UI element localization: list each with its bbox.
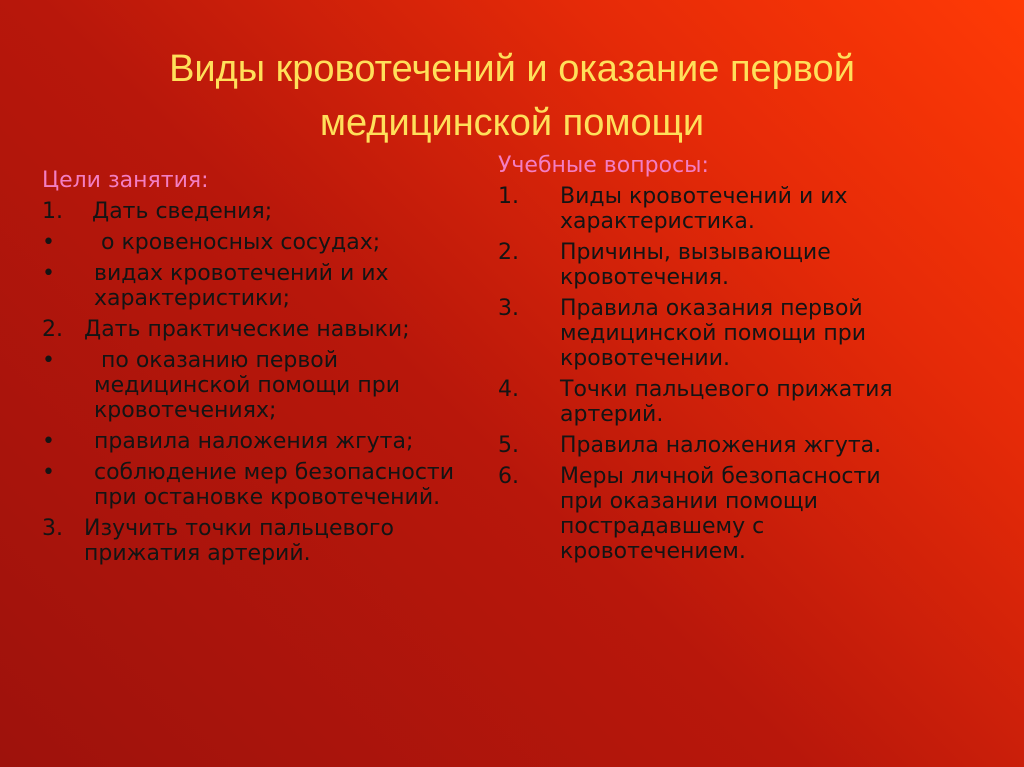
goal-item bbox=[42, 317, 482, 342]
question-item bbox=[498, 184, 918, 234]
bullet-marker: • bbox=[42, 460, 55, 485]
goal-text: по оказанию первой медицинской помощи при кровотечениях; bbox=[94, 348, 407, 423]
goal-item bbox=[42, 348, 482, 423]
list-marker: 1. bbox=[498, 184, 519, 209]
list-marker: 2. bbox=[42, 317, 63, 342]
goal-text: правила наложения жгута; bbox=[94, 429, 414, 454]
list-marker: 5. bbox=[498, 433, 519, 458]
goal-text: о кровеносных сосудах; bbox=[94, 230, 381, 255]
goal-item bbox=[42, 230, 482, 255]
list-marker: 4. bbox=[498, 377, 519, 402]
goal-text: соблюдение мер безопасности при остановке кровотечений. bbox=[94, 460, 455, 510]
goals-heading: Цели занятия: bbox=[42, 168, 209, 193]
goal-item bbox=[42, 429, 482, 454]
question-text: Виды кровотечений и их характеристика. bbox=[560, 184, 848, 234]
question-item bbox=[498, 433, 918, 458]
list-marker: 2. bbox=[498, 240, 519, 265]
bullet-marker: • bbox=[42, 261, 55, 286]
question-item bbox=[498, 377, 918, 427]
questions-column bbox=[498, 153, 918, 570]
goal-item bbox=[42, 460, 482, 510]
goals-column bbox=[42, 168, 482, 572]
goal-item bbox=[42, 199, 482, 224]
question-item bbox=[498, 240, 918, 290]
question-text: Причины, вызывающие кровотечения. bbox=[560, 240, 831, 290]
question-text: Точки пальцевого прижатия артерий. bbox=[560, 377, 893, 427]
list-marker: 6. bbox=[498, 464, 519, 489]
goal-item bbox=[42, 516, 482, 566]
goal-text: Дать практические навыки; bbox=[84, 317, 410, 342]
bullet-marker: • bbox=[42, 348, 55, 373]
goal-item bbox=[42, 261, 482, 311]
question-text: Правила оказания первой медицинской помощи при кровотечении. bbox=[560, 296, 866, 371]
questions-heading: Учебные вопросы: bbox=[498, 153, 709, 178]
goal-text: Изучить точки пальцевого прижатия артерий. bbox=[84, 516, 394, 566]
goal-text: видах кровотечений и их характеристики; bbox=[94, 261, 389, 311]
list-marker: 3. bbox=[498, 296, 519, 321]
list-marker: 3. bbox=[42, 516, 63, 541]
question-item bbox=[498, 296, 918, 371]
list-marker: 1. bbox=[42, 199, 63, 224]
question-item bbox=[498, 464, 918, 564]
goal-text: Дать сведения; bbox=[92, 199, 273, 224]
bullet-marker: • bbox=[42, 429, 55, 454]
bullet-marker: • bbox=[42, 230, 55, 255]
question-text: Правила наложения жгута. bbox=[560, 433, 882, 458]
slide-title: Виды кровотечений и оказание первой медицинской помощи bbox=[169, 48, 855, 144]
question-text: Меры личной безопасности при оказании помощи пострадавшему с кровотечением. bbox=[560, 464, 881, 564]
